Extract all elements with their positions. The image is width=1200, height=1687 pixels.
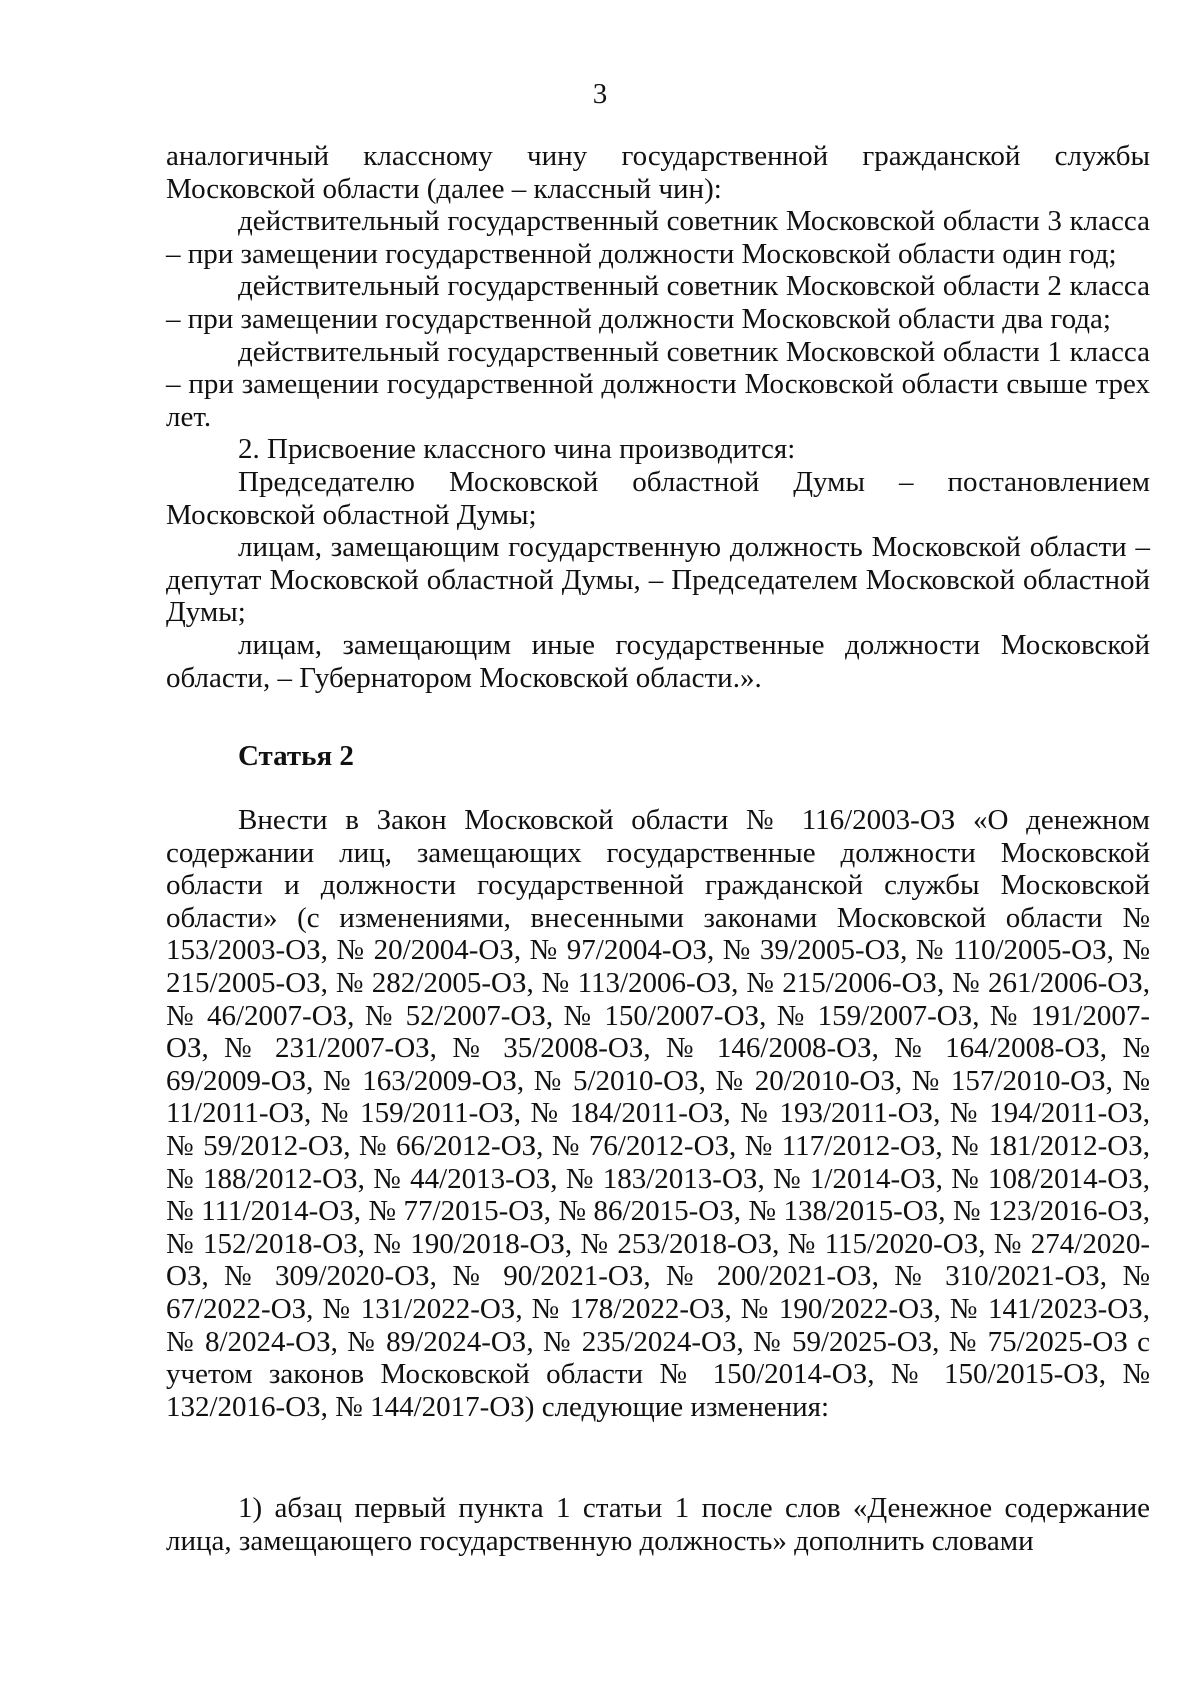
article-1-continuation [166, 140, 1150, 694]
amendment-item-1: 1) абзац первый пункта 1 статьи 1 после слов «Денежное содержание лица, замещающего государственную должность» дополнить словами [166, 1492, 1150, 1557]
article-title: Статья 2 [238, 740, 354, 772]
article-paragraph: Внести в Закон Московской области № 116/2003-ОЗ «О денежном содержании лиц, замещающих государственные должности Московской области и должности государственной гражданской службы Московской области» (с изменениями, внесенными законами Московской области № 153/2003-ОЗ, № 20/2004-ОЗ, № 97/2004-ОЗ, № 39/2005-ОЗ, № 110/2005-ОЗ, № 215/2005-ОЗ, № 282/2005-ОЗ, № 113/2006-ОЗ, № 215/2006-ОЗ, № 261/2006-ОЗ, № 46/2007-ОЗ, № 52/2007-ОЗ, № 150/2007-ОЗ, № 159/2007-ОЗ, № 191/2007-ОЗ, № 231/2007-ОЗ, № 35/2008-ОЗ, № 146/2008-ОЗ, № 164/2008-ОЗ, № 69/2009-ОЗ, № 163/2009-ОЗ, № 5/2010-ОЗ, № 20/2010-ОЗ, № 157/2010-ОЗ, № 11/2011-ОЗ, № 159/2011-ОЗ, № 184/2011-ОЗ, № 193/2011-ОЗ, № 194/2011-ОЗ, № 59/2012-ОЗ, № 66/2012-ОЗ, № 76/2012-ОЗ, № 117/2012-ОЗ, № 181/2012-ОЗ, № 188/2012-ОЗ, № 44/2013-ОЗ, № 183/2013-ОЗ, № 1/2014-ОЗ, № 108/2014-ОЗ, № 111/2014-ОЗ, № 77/2015-ОЗ, № 86/2015-ОЗ, № 138/2015-ОЗ, № 123/2016-ОЗ, № 152/2018-ОЗ, № 190/2018-ОЗ, № 253/2018-ОЗ, № 115/2020-ОЗ, № 274/2020-ОЗ, № 309/2020-ОЗ, № 90/2021-ОЗ, № 200/2021-ОЗ, № 310/2021-ОЗ, № 67/2022-ОЗ, № 131/2022-ОЗ, № 178/2022-ОЗ, № 190/2022-ОЗ, № 141/2023-ОЗ, № 8/2024-ОЗ, № 89/2024-ОЗ, № 235/2024-ОЗ, № 59/2025-ОЗ, № 75/2025-ОЗ с учетом законов Московской области № 150/2014-ОЗ, № 150/2015-ОЗ, № 132/2016-ОЗ, № 144/2017-ОЗ) следующие изменения: [166, 804, 1150, 1423]
paragraph: Председателю Московской областной Думы – постановлением Московской областной Думы; [166, 465, 1150, 531]
paragraph: лицам, замещающим государственную должность Московской области – депутат Московской областной Думы, – Председателем Московской областной Думы; [166, 531, 1150, 629]
paragraph: действительный государственный советник Московской области 2 класса – при замещении государственной должности Московской области два года; [166, 270, 1150, 335]
paragraph: действительный государственный советник Московской области 3 класса – при замещении государственной должности Московской области один год; [166, 205, 1150, 270]
paragraph: лицам, замещающим иные государственные должности Московской области, – Губернатором Московской области.». [166, 628, 1150, 694]
article-2-body [166, 804, 1150, 1423]
amendment-item-block [166, 1492, 1150, 1557]
paragraph: 2. Присвоение классного чина производится: [238, 433, 796, 466]
page-number: 3 [592, 78, 608, 110]
paragraph: аналогичный классному чину государственной гражданской службы Московской области (далее – классный чин): [166, 140, 1150, 205]
article-2-heading-block [166, 740, 1150, 773]
paragraph: действительный государственный советник Московской области 1 класса – при замещении государственной должности Московской области свыше трех лет. [166, 335, 1150, 433]
